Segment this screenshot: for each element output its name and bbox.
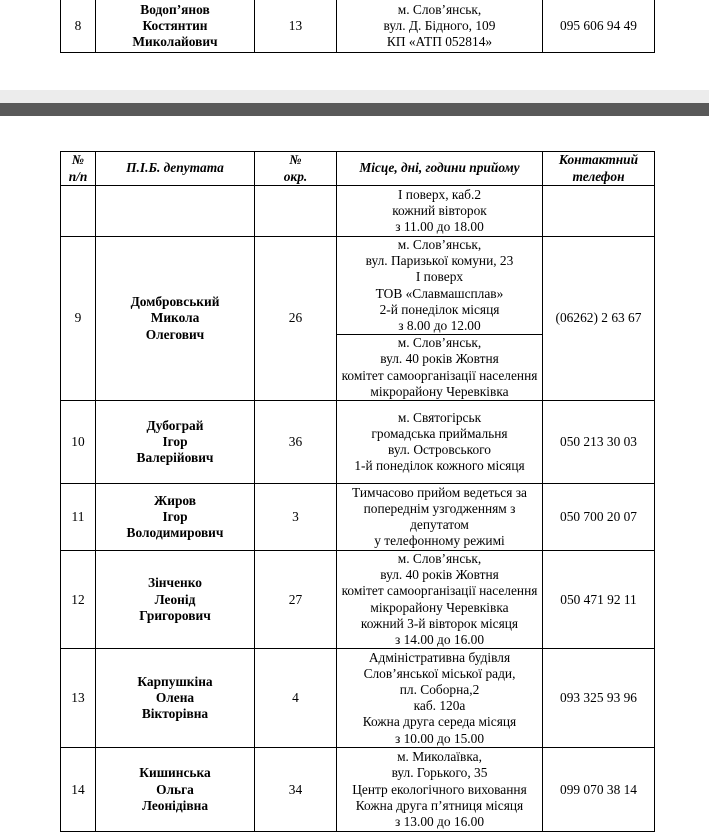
page-gap — [0, 90, 709, 103]
header-place: Місце, дні, години прийому — [337, 152, 543, 186]
place-line: КП «АТП 052814» — [386, 34, 493, 50]
reception-place: м. Миколаївка, вул. Горького, 35 Центр екологічного виховання Кожна друга п’ятниця місяця з 13.00 до 16.00 — [337, 748, 543, 832]
table-row — [61, 551, 655, 649]
contact-phone: 050 471 92 11 — [543, 551, 655, 649]
row-number: 12 — [61, 551, 96, 649]
place-line: кожний вівторок — [392, 202, 487, 218]
contact-phone: 095 606 94 49 — [543, 0, 655, 53]
table-row — [61, 649, 655, 748]
row-number: 8 — [61, 0, 96, 53]
district-number: 34 — [255, 748, 337, 832]
place-line: з 11.00 до 18.00 — [395, 219, 484, 235]
reception-place — [337, 0, 543, 53]
table-row — [61, 237, 655, 335]
contact-phone: (06262) 2 63 67 — [543, 237, 655, 401]
row-number: 13 — [61, 649, 96, 748]
table-row — [61, 484, 655, 551]
district-number: 13 — [255, 0, 337, 53]
table-row — [61, 0, 655, 53]
deputy-name: Дубограй Ігор Валерійович — [96, 401, 255, 484]
deputy-name: Кишинська Ольга Леонідівна — [96, 748, 255, 832]
reception-place: Тимчасово прийом ведеться за попереднім узгодженням з депутатом у телефонному режимі — [337, 484, 543, 551]
deputies-table — [60, 151, 655, 832]
reception-place: м. Слов’янськ, вул. 40 років Жовтня комітет самоорганізації населення мікрорайону Черевківка кожний 3-й вівторок місяця з 14.00 до 16.00 — [337, 551, 543, 649]
table-row — [61, 401, 655, 484]
name-line: Костянтин — [142, 17, 208, 33]
header-district: № окр. — [255, 152, 337, 186]
deputy-name: Зінченко Леонід Григорович — [96, 551, 255, 649]
contact-phone: 050 213 30 03 — [543, 401, 655, 484]
district-number: 3 — [255, 484, 337, 551]
place-line: вул. Д. Бідного, 109 — [383, 17, 496, 33]
row-number: 14 — [61, 748, 96, 832]
table-header — [61, 152, 655, 186]
deputy-name — [96, 0, 255, 53]
district-number: 27 — [255, 551, 337, 649]
contact-phone: 093 325 93 96 — [543, 649, 655, 748]
deputy-name: Жиров Ігор Володимирович — [96, 484, 255, 551]
row-number: 10 — [61, 401, 96, 484]
district-number: 4 — [255, 649, 337, 748]
name-line: Водоп’янов — [140, 1, 210, 17]
header-name: П.І.Б. депутата — [96, 152, 255, 186]
page-separator — [0, 103, 709, 116]
deputy-name: Домбровський Микола Олегович — [96, 237, 255, 401]
place-line: І поверх, каб.2 — [397, 186, 482, 202]
table-row — [61, 186, 655, 237]
reception-place: м. Слов’янськ, вул. 40 років Жовтня комітет самоорганізації населення мікрорайону Черевківка — [337, 335, 543, 401]
row-number: 9 — [61, 237, 96, 401]
table-row — [61, 748, 655, 832]
reception-place — [337, 186, 543, 237]
district-number: 26 — [255, 237, 337, 401]
header-phone: Контактний телефон — [543, 152, 655, 186]
place-line: м. Слов’янськ, — [397, 1, 482, 17]
contact-phone: 099 070 38 14 — [543, 748, 655, 832]
row-number: 11 — [61, 484, 96, 551]
reception-place: м. Слов’янськ, вул. Паризької комуни, 23 І поверх ТОВ «Славмашсплав» 2-й понеділок місяця з 8.00 до 12.00 — [337, 237, 543, 335]
name-line: Миколайович — [132, 34, 218, 50]
reception-place: м. Святогірськ громадська приймальня вул. Островського 1-й понеділок кожного місяця — [337, 401, 543, 484]
reception-place: Адміністративна будівля Слов’янської міської ради, пл. Соборна,2 каб. 120а Кожна друга середа місяця з 10.00 до 15.00 — [337, 649, 543, 748]
previous-page-table — [60, 0, 655, 53]
header-num: № п/п — [61, 152, 96, 186]
deputy-name: Карпушкіна Олена Вікторівна — [96, 649, 255, 748]
contact-phone: 050 700 20 07 — [543, 484, 655, 551]
district-number: 36 — [255, 401, 337, 484]
